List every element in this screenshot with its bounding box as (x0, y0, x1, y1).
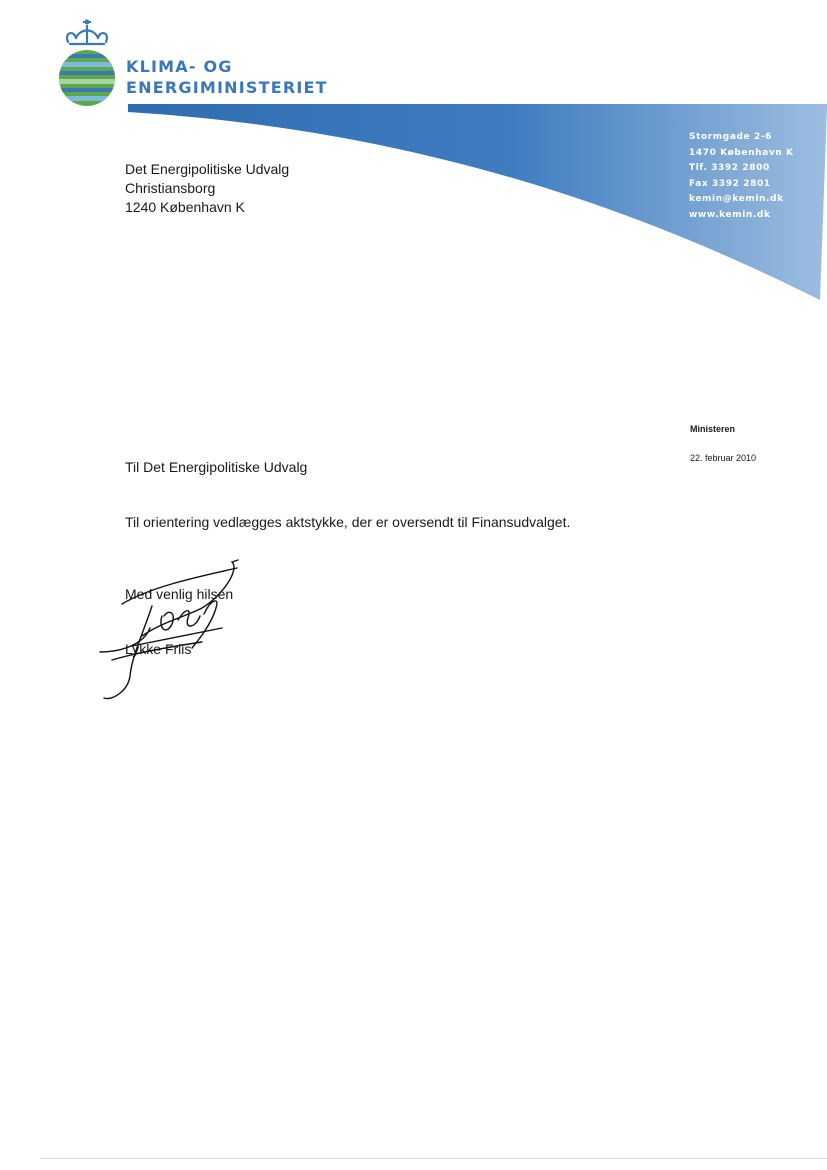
contact-city: 1470 København K (689, 147, 794, 158)
signer-name: Lykke Friis (125, 641, 192, 657)
letter-closing: Med venlig hilsen (125, 586, 234, 602)
handwritten-signature (92, 556, 252, 706)
contact-fax: Fax 3392 2801 (689, 178, 771, 189)
ministry-name (126, 56, 328, 98)
contact-web: www.kemin.dk (689, 209, 771, 220)
ministry-name-line2: ENERGIMINISTERIET (126, 78, 328, 97)
letter-body: Til orientering vedlægges aktstykke, der er oversendt til Finansudvalget. (125, 514, 571, 530)
contact-phone: Tlf. 3392 2800 (689, 163, 770, 173)
recipient-address (125, 160, 289, 217)
recipient-line1: Det Energipolitiske Udvalg (125, 161, 290, 177)
page-bottom-divider (40, 1158, 827, 1159)
letter-salutation: Til Det Energipolitiske Udvalg (125, 459, 308, 475)
recipient-line2: Christiansborg (125, 180, 216, 196)
letter-date: 22. februar 2010 (690, 453, 757, 463)
contact-street: Stormgade 2-6 (689, 132, 773, 142)
recipient-line3: 1240 København K (125, 199, 245, 215)
contact-email: kemin@kemin.dk (689, 194, 784, 204)
ministry-name-line1: KLIMA- OG (126, 57, 233, 76)
contact-block (689, 130, 794, 223)
ministry-crown-globe-logo (52, 16, 122, 108)
sender-title: Ministeren (690, 424, 736, 434)
